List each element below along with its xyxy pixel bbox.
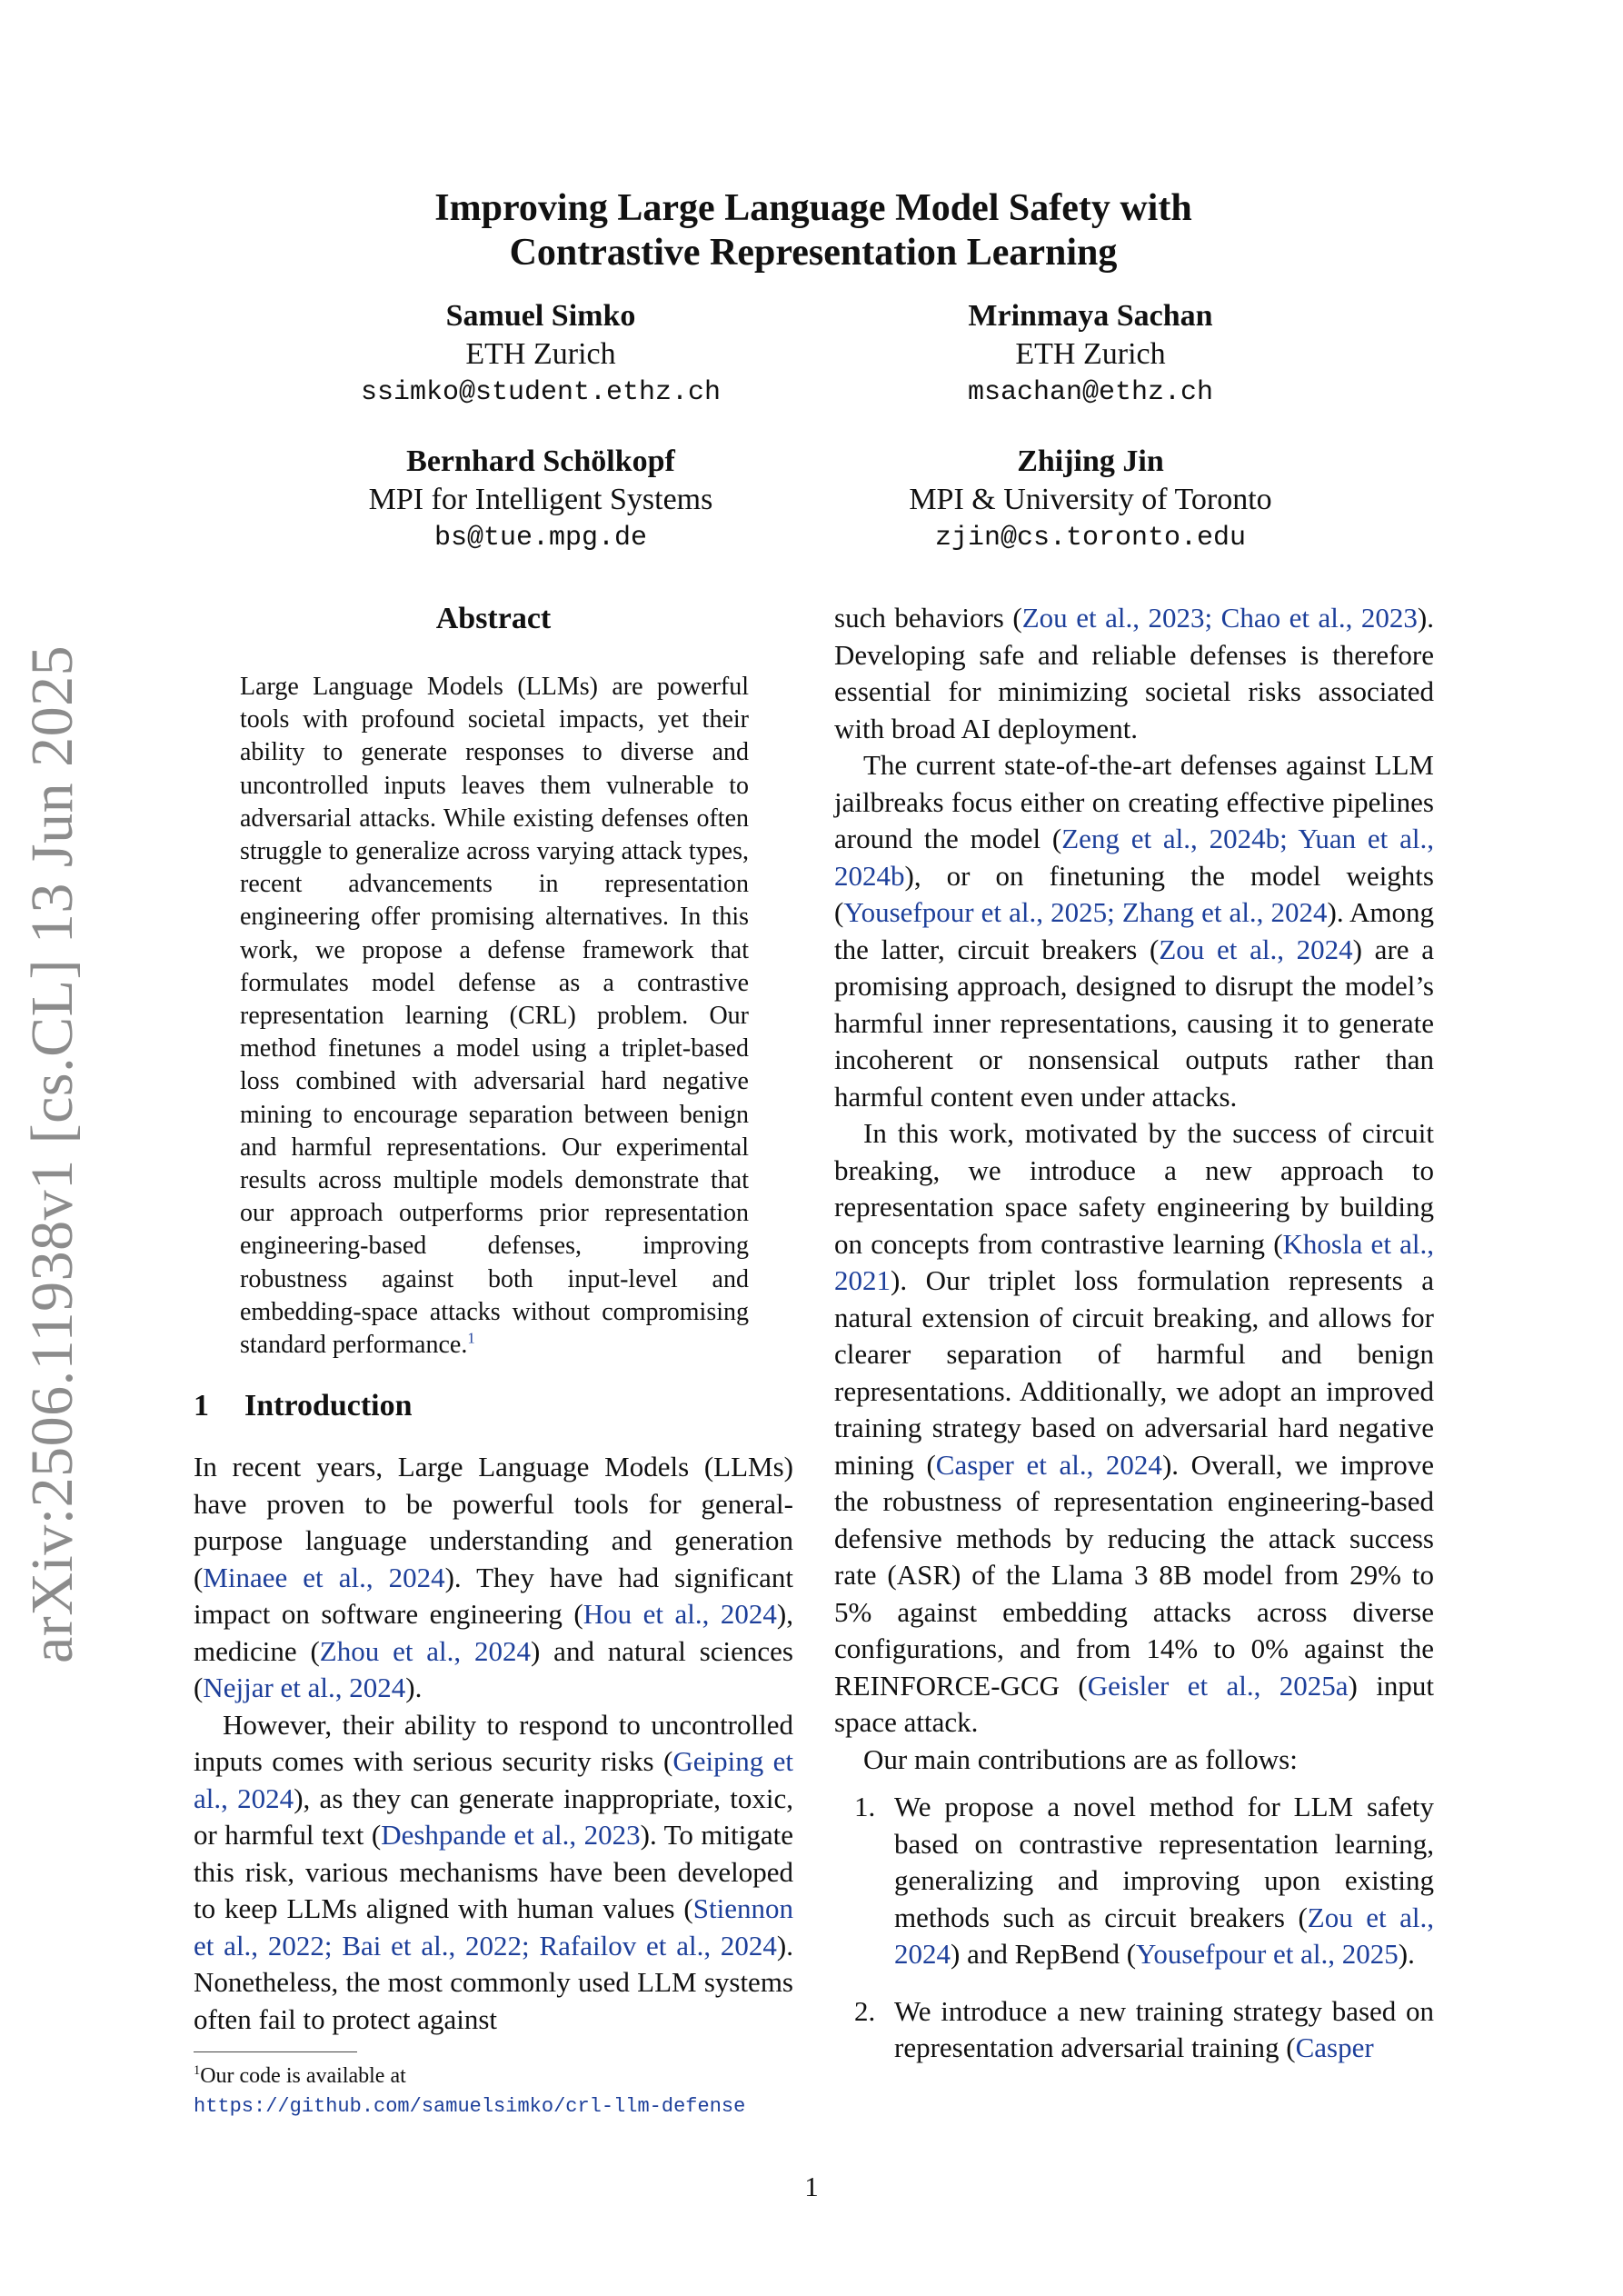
citation-link[interactable]: Yousefpour et al., 2025 bbox=[1136, 1938, 1399, 1970]
text-run: ). To mitigate this risk, various mechanisms have been developed to keep LLMs aligned with human values ( bbox=[194, 1819, 793, 1924]
contributions-intro: Our main contributions are as follows: bbox=[863, 1742, 1298, 1775]
abstract-text: Large Language Models (LLMs) are powerful tools with profound societal impacts, yet their ability to generate responses to diverse and uncontrolled inputs leaves them vulnerable to adversarial attacks. While existing defenses often struggle to generalize across varying attack types, recent advancements in representation engineering offer promising alternatives. In this work, we propose a defense framework that formulates model defense as a contrastive representation learning (CRL) problem. Our method finetunes a model using a triplet-based loss combined with adversarial hard negative mining to encourage separation between benign and harmful representations. Our experimental results across multiple models demonstrate that our approach outperforms prior representation engineering-based defenses, improving robustness against both input-level and embedding-space attacks without compromising standard performance. bbox=[240, 673, 749, 1360]
citation-link[interactable]: Yuan et al., 2024b bbox=[834, 823, 1434, 892]
text-run: ). They have had significant impact on software engineering ( bbox=[194, 1561, 794, 1630]
citation-link[interactable]: Geiping et al., 2024 bbox=[194, 1745, 793, 1814]
text-run: ). Among the latter, circuit breakers ( bbox=[834, 896, 1434, 965]
citation-link[interactable]: Zhang et al., 2024 bbox=[1121, 896, 1328, 928]
citation-link[interactable]: Khosla et al., 2021 bbox=[834, 1227, 1434, 1296]
text-run: ), medicine ( bbox=[194, 1598, 793, 1667]
code-repository-link[interactable]: https://github.com/samuelsimko/crl-llm-defense bbox=[194, 2095, 746, 2118]
intro-paragraph-4 bbox=[834, 1115, 1434, 1742]
author-affiliation: MPI for Intelligent Systems bbox=[368, 483, 713, 516]
title-line-1: Improving Large Language Model Safety with bbox=[434, 187, 1192, 229]
author-block-2 bbox=[863, 297, 1318, 412]
author-email: bs@tue.mpg.de bbox=[433, 523, 648, 554]
text-run: ). bbox=[1398, 1938, 1415, 1970]
text-run: In recent years, Large Language Models (LLMs) have proven to be powerful tools for general-purpose language understanding and generation ( bbox=[194, 1451, 793, 1593]
text-run: ). Overall, we improve the robustness of representation engineering-based defensive methods by reducing the attack success rate (ASR) of the Llama 3 8B model from 29% to 5% against embedding attacks across diverse configurations, and from 14% to 0% against the REINFORCE-GCG ( bbox=[834, 1448, 1434, 1702]
citation-link[interactable]: Bai et al., 2022 bbox=[342, 1929, 523, 1962]
text-run: We introduce a new training strategy based on representation adversarial training ( bbox=[894, 1994, 1434, 2063]
list-item bbox=[834, 1789, 1434, 1973]
citation-link[interactable]: Nejjar et al., 2024 bbox=[203, 1672, 406, 1703]
citation-link[interactable]: Chao et al., 2023 bbox=[1220, 602, 1418, 634]
citation-link[interactable]: Hou et al., 2024 bbox=[582, 1598, 777, 1630]
citation-link[interactable]: Minaee et al., 2024 bbox=[203, 1561, 445, 1593]
abstract-heading: Abstract bbox=[435, 602, 552, 635]
footnote-text: Our code is available at bbox=[200, 2064, 406, 2088]
left-column bbox=[194, 1449, 793, 2038]
citation-link[interactable]: Zeng et al., 2024b bbox=[1061, 823, 1280, 854]
author-block-1 bbox=[314, 297, 768, 412]
text-run: ). Nonetheless, the most commonly used LLM systems often fail to protect against bbox=[194, 1929, 793, 2035]
section-number: 1 bbox=[194, 1389, 209, 1423]
citation-link[interactable]: Casper et al., 2024 bbox=[935, 1448, 1162, 1481]
author-email: ssimko@student.ethz.ch bbox=[360, 377, 722, 408]
text-run: ). bbox=[405, 1672, 423, 1703]
author-block-4 bbox=[863, 443, 1318, 557]
text-run: such behaviors ( bbox=[834, 602, 1022, 634]
citation-link[interactable]: Zou et al., 2023 bbox=[1021, 602, 1205, 634]
text-run: We propose a novel method for LLM safety based on contrastive representation learning, generalizing and improving upon existing methods such as circuit breakers ( bbox=[894, 1791, 1434, 1933]
text-run: ), as they can generate inappropriate, toxic, or harmful text ( bbox=[194, 1782, 794, 1851]
citation-separator: ; bbox=[324, 1929, 343, 1962]
page-number: 1 bbox=[804, 2171, 819, 2202]
text-run: ) and RepBend ( bbox=[951, 1938, 1137, 1970]
citation-link[interactable]: Deshpande et al., 2023 bbox=[381, 1819, 641, 1851]
author-affiliation: ETH Zurich bbox=[1015, 337, 1166, 371]
section-heading bbox=[194, 1389, 413, 1423]
text-run: ) input space attack. bbox=[834, 1669, 1434, 1738]
arxiv-identifier-stamp: arXiv:2506.11938v1 [cs.CL] 13 Jun 2025 bbox=[19, 644, 85, 1663]
footnote-number: 1 bbox=[194, 2063, 201, 2078]
author-email: zjin@cs.toronto.edu bbox=[934, 523, 1247, 554]
footnote bbox=[194, 2061, 793, 2121]
list-item-number: 2. bbox=[854, 1994, 876, 2027]
list-item-number: 1. bbox=[854, 1791, 876, 1822]
author-affiliation: ETH Zurich bbox=[465, 337, 616, 371]
citation-link[interactable]: Geisler et al., 2025a bbox=[1087, 1669, 1349, 1702]
section-title: Introduction bbox=[244, 1389, 413, 1423]
contributions-list bbox=[834, 1789, 1434, 2067]
text-run: ). Developing safe and reliable defenses is therefore essential for minimizing societal risks associated with broad AI deployment. bbox=[834, 602, 1434, 744]
author-name: Zhijing Jin bbox=[1017, 444, 1164, 478]
author-email: msachan@ethz.ch bbox=[967, 377, 1214, 408]
citation-separator: ; bbox=[1204, 602, 1221, 634]
citation-link[interactable]: Zou et al., 2024 bbox=[1159, 933, 1353, 965]
text-run: ) and natural sciences ( bbox=[194, 1634, 793, 1703]
author-name: Mrinmaya Sachan bbox=[968, 299, 1213, 333]
citation-separator: ; bbox=[522, 1929, 540, 1962]
citation-link[interactable]: Zhou et al., 2024 bbox=[319, 1634, 532, 1667]
citation-separator: ; bbox=[1107, 896, 1122, 928]
intro-paragraph-continued bbox=[834, 600, 1434, 747]
text-run: ), or on finetuning the model weights ( bbox=[834, 859, 1434, 928]
text-run: ) are a promising approach, designed to disrupt the model’s harmful inner representations, causing it to generate incoherent or nonsensical outputs rather than harmful content even under attacks. bbox=[834, 933, 1434, 1113]
abstract-body bbox=[240, 671, 749, 1362]
intro-paragraph-1 bbox=[194, 1449, 793, 1707]
footnote-rule bbox=[194, 2051, 357, 2052]
author-name: Bernhard Schölkopf bbox=[406, 444, 675, 478]
intro-paragraph-3 bbox=[834, 747, 1434, 1115]
citation-link[interactable]: Casper bbox=[1295, 2031, 1374, 2063]
footnote-marker[interactable]: 1 bbox=[467, 1329, 475, 1347]
citation-link[interactable]: Rafailov et al., 2024 bbox=[539, 1929, 777, 1962]
paper-title bbox=[200, 186, 1427, 275]
text-run: The current state-of-the-art defenses against LLM jailbreaks focus either on creating effective pipelines around the model ( bbox=[834, 749, 1434, 854]
citation-separator: ; bbox=[1279, 823, 1299, 854]
title-line-2: Contrastive Representation Learning bbox=[509, 232, 1118, 274]
text-run: ). Our triplet loss formulation represents a natural extension of circuit breaking, and allows for clearer separation of harmful and benign representations. Additionally, we adopt an improved training strategy based on adversarial hard negative mining ( bbox=[834, 1264, 1434, 1481]
right-column bbox=[834, 600, 1434, 2087]
author-affiliation: MPI & University of Toronto bbox=[909, 483, 1272, 516]
intro-paragraph-2 bbox=[194, 1707, 793, 2039]
citation-link[interactable]: Yousefpour et al., 2025 bbox=[843, 896, 1108, 928]
list-item bbox=[834, 1993, 1434, 2067]
author-block-3 bbox=[314, 443, 768, 557]
text-run: In this work, motivated by the success of circuit breaking, we introduce a new approach to representation space safety engineering by building on concepts from contrastive learning ( bbox=[834, 1117, 1434, 1260]
text-run: However, their ability to respond to uncontrolled inputs comes with serious security risks ( bbox=[194, 1708, 793, 1777]
citation-link[interactable]: Zou et al., 2024 bbox=[894, 1901, 1434, 1970]
citation-link[interactable]: Stiennon et al., 2022 bbox=[194, 1892, 793, 1962]
author-name: Samuel Simko bbox=[445, 299, 636, 333]
